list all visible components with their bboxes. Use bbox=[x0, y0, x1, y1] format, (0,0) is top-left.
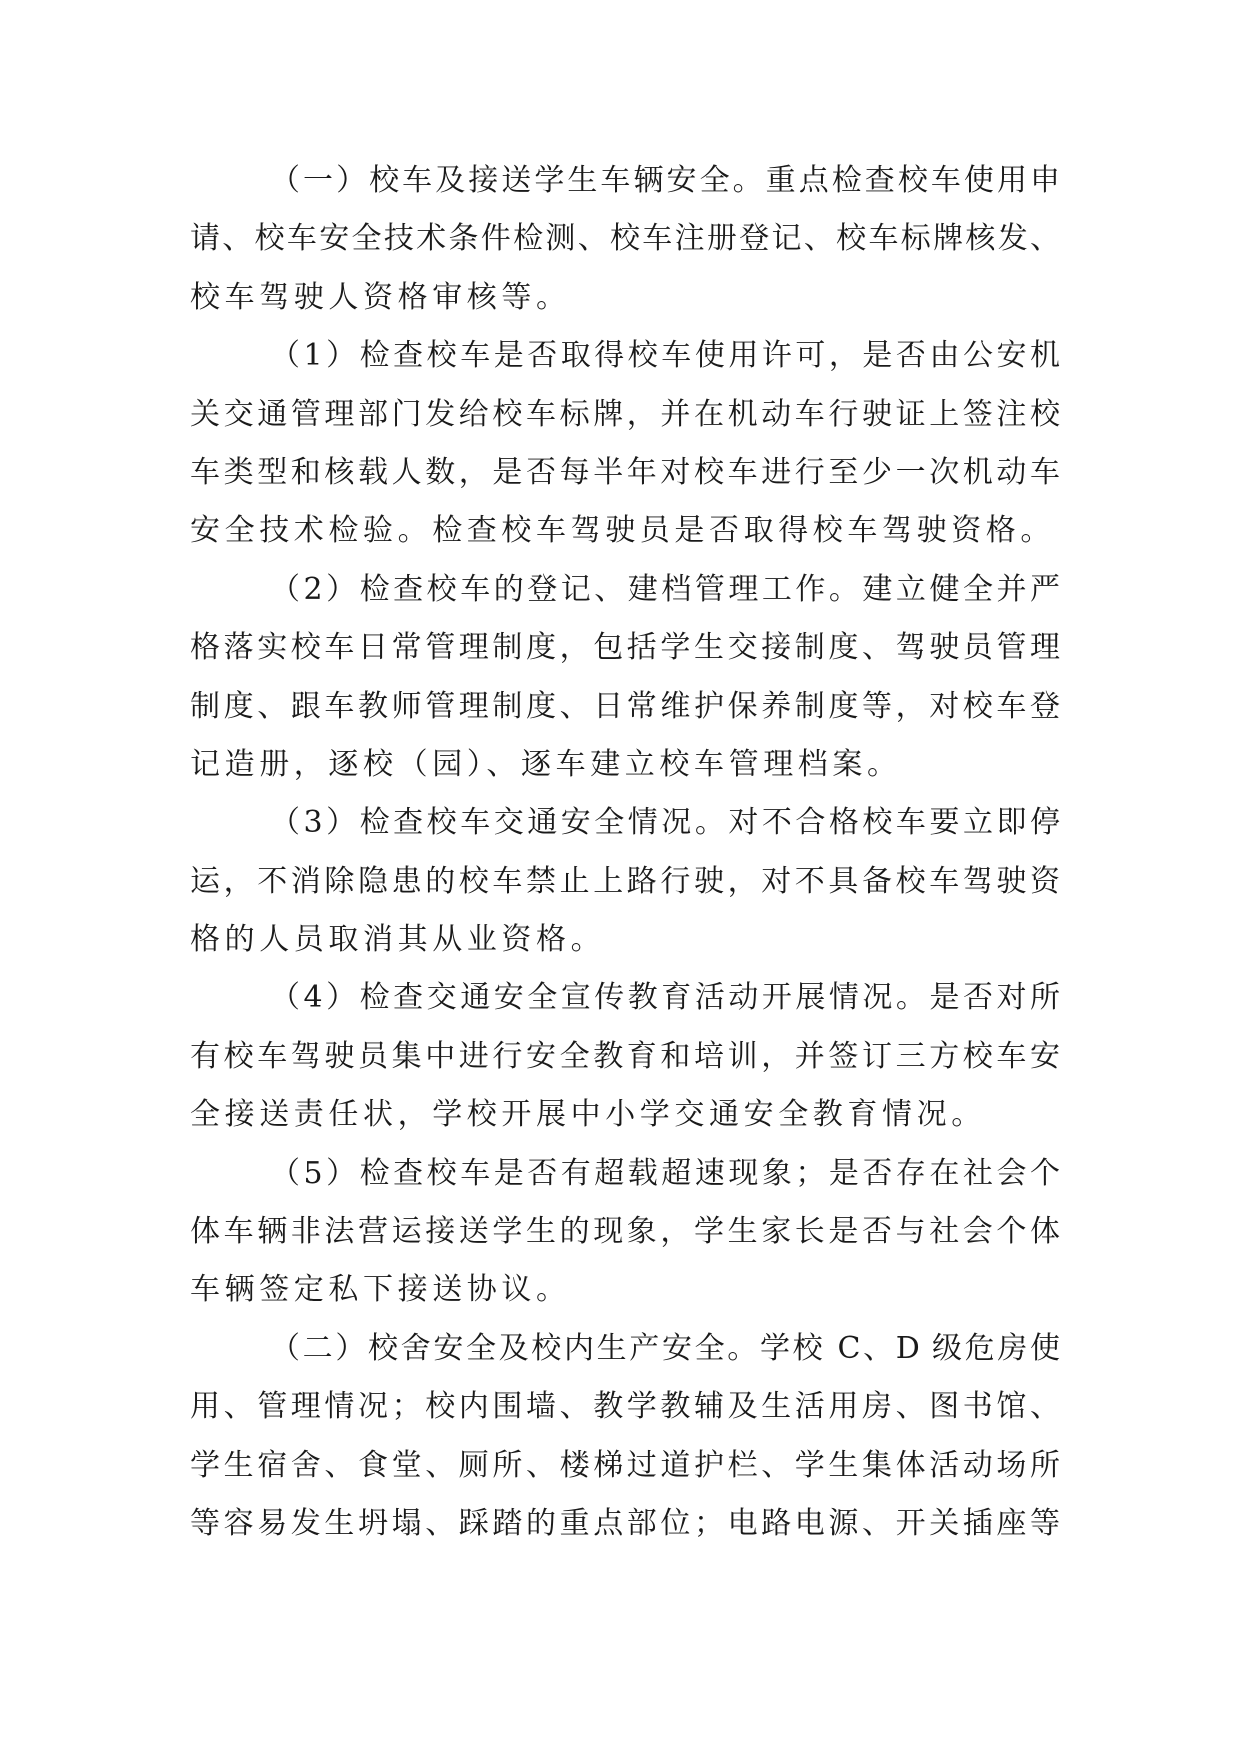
paragraph-5-line-3: 全接送责任状，学校开展中小学交通安全教育情况。 bbox=[190, 1097, 986, 1133]
paragraph-5-line-1: （4）检查交通安全宣传教育活动开展情况。是否对所 bbox=[270, 980, 1060, 1016]
paragraph-4-line-2: 运，不消除隐患的校车禁止上路行驶，对不具备校车驾驶资 bbox=[190, 863, 1060, 899]
paragraph-2-line-2: 关交通管理部门发给校车标牌，并在机动车行驶证上签注校 bbox=[190, 396, 1060, 432]
paragraph-5-line-2: 有校车驾驶员集中进行安全教育和培训，并签订三方校车安 bbox=[190, 1038, 1060, 1074]
paragraph-1-line-1: （一）校车及接送学生车辆安全。重点检查校车使用申 bbox=[270, 163, 1060, 198]
paragraph-7-line-4: 等容易发生坍塌、踩踏的重点部位；电路电源、开关插座等 bbox=[190, 1505, 1060, 1541]
paragraph-7-line-1: （二）校舍安全及校内生产安全。学校 C、D 级危房使 bbox=[270, 1330, 1060, 1366]
paragraph-3-line-1: （2）检查校车的登记、建档管理工作。建立健全并严 bbox=[270, 571, 1060, 607]
paragraph-3-line-2: 格落实校车日常管理制度，包括学生交接制度、驾驶员管理 bbox=[190, 630, 1060, 666]
paragraph-3-line-4: 记造册，逐校（园）、逐车建立校车管理档案。 bbox=[190, 746, 902, 782]
paragraph-7-line-2: 用、管理情况；校内围墙、教学教辅及生活用房、图书馆、 bbox=[190, 1389, 1060, 1425]
paragraph-6-line-3: 车辆签定私下接送协议。 bbox=[190, 1272, 571, 1308]
paragraph-7-line-3: 学生宿舍、食堂、厕所、楼梯过道护栏、学生集体活动场所 bbox=[190, 1447, 1060, 1483]
paragraph-1-line-3: 校车驾驶人资格审核等。 bbox=[190, 279, 571, 315]
paragraph-6-line-2: 体车辆非法营运接送学生的现象，学生家长是否与社会个体 bbox=[190, 1214, 1060, 1250]
paragraph-2-line-1: （1）检查校车是否取得校车使用许可，是否由公安机 bbox=[270, 338, 1060, 374]
paragraph-4-line-1: （3）检查校车交通安全情况。对不合格校车要立即停 bbox=[270, 805, 1060, 841]
paragraph-3-line-3: 制度、跟车教师管理制度、日常维护保养制度等，对校车登 bbox=[190, 688, 1060, 724]
paragraph-1-line-2: 请、校车安全技术条件检测、校车注册登记、校车标牌核发、 bbox=[190, 221, 1060, 257]
paragraph-2-line-4: 安全技术检验。检查校车驾驶员是否取得校车驾驶资格。 bbox=[190, 513, 1055, 549]
paragraph-2-line-3: 车类型和核载人数，是否每半年对校车进行至少一次机动车 bbox=[190, 454, 1060, 490]
paragraph-6-line-1: （5）检查校车是否有超载超速现象；是否存在社会个 bbox=[270, 1155, 1060, 1191]
document-body bbox=[190, 152, 1060, 1553]
paragraph-4-line-3: 格的人员取消其从业资格。 bbox=[190, 922, 606, 958]
